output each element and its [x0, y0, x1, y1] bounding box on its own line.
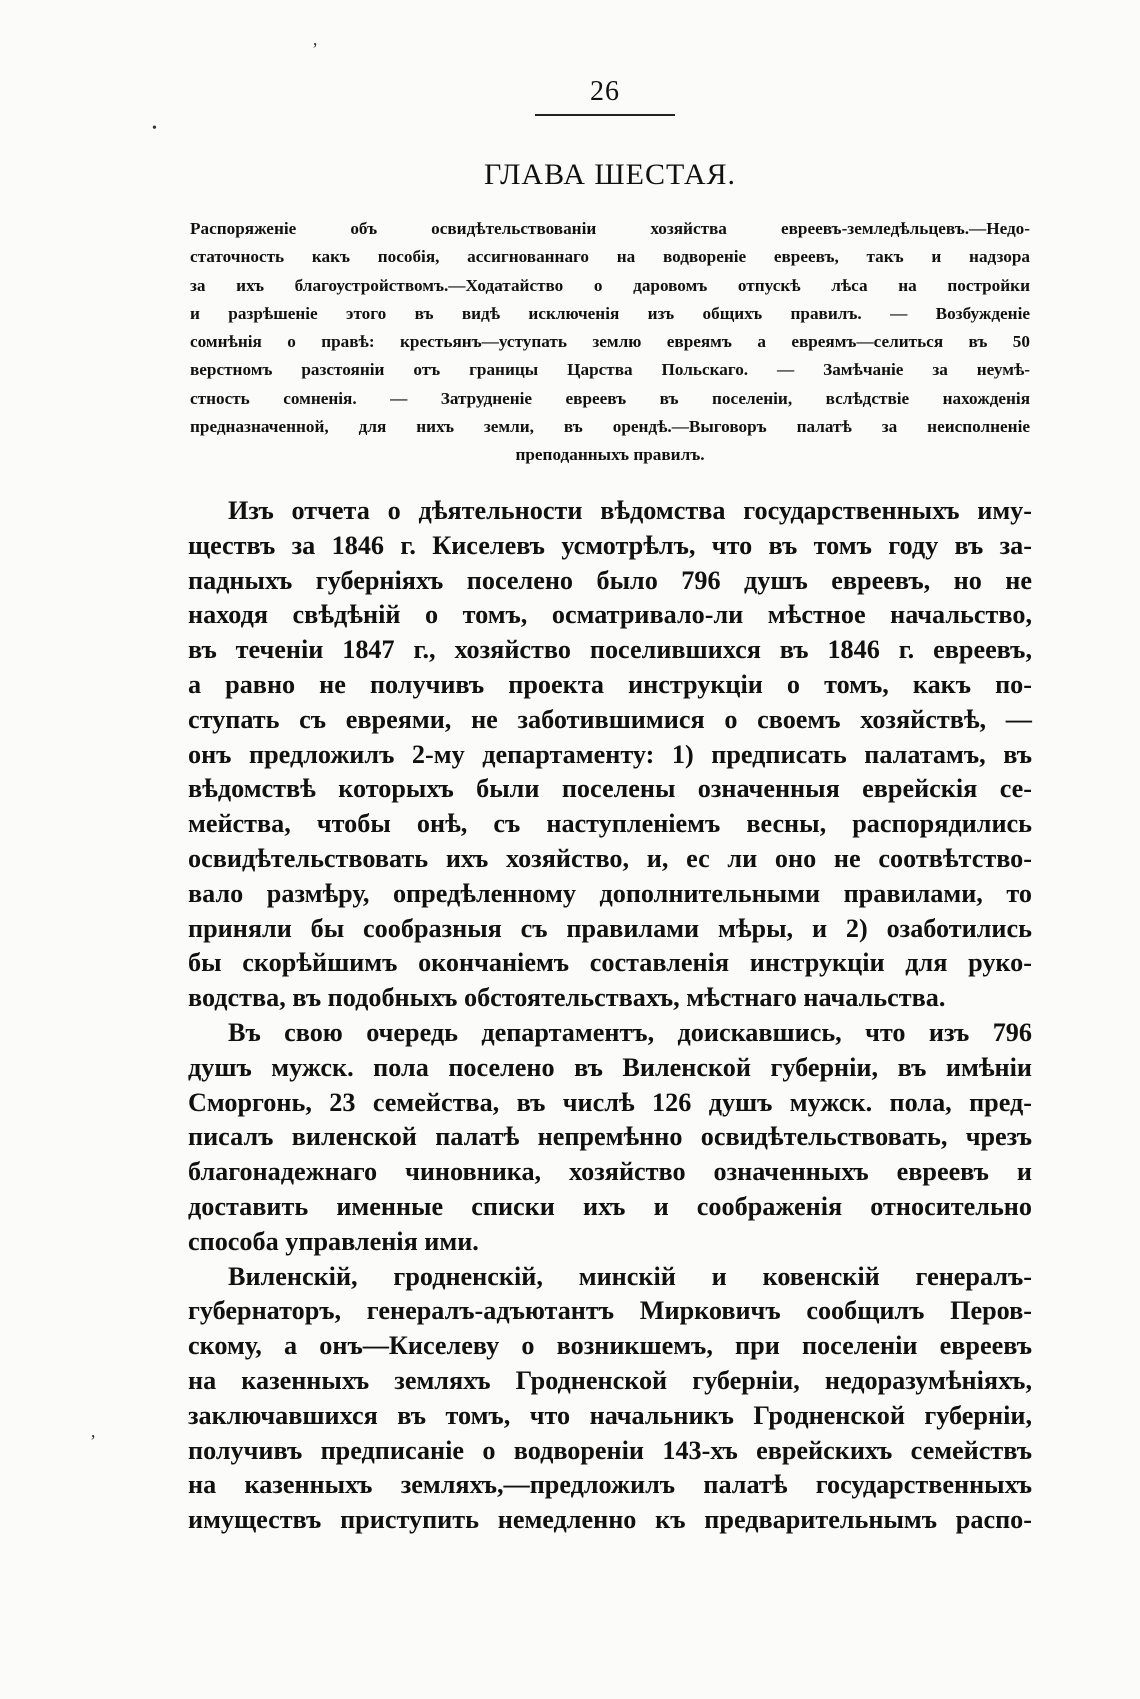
paragraph-line: скому, а онъ—Киселеву о возникшемъ, при поселеніи евреевъ — [188, 1331, 1032, 1361]
paragraph-line: въ теченіи 1847 г., хозяйство поселившихся въ 1846 г. евреевъ, — [188, 635, 1032, 665]
paragraph-line: душъ мужск. пола поселено въ Виленской губерніи, въ имѣніи — [188, 1052, 1032, 1082]
paragraph-line: освидѣтельствовать ихъ хозяйство, и, ес ли оно не соотвѣтство- — [188, 843, 1032, 873]
paragraph-line: ществъ за 1846 г. Киселевъ усмотрѣлъ, что въ томъ году въ за- — [188, 530, 1032, 560]
page-number: 26 — [590, 76, 620, 107]
paragraph-line: на казенныхъ земляхъ Гродненской губерніи, недоразумѣніяхъ, — [188, 1365, 1032, 1395]
body-text — [188, 494, 1032, 1538]
summary-line: предназначенной, для нихъ земли, въ орендѣ.—Выговоръ палатѣ за неисполненіе — [190, 417, 1030, 437]
summary-line: статочность какъ пособія, ассигнованнаго на водвореніе евреевъ, такъ и надзора — [190, 247, 1030, 267]
stray-mark: ʼ — [312, 39, 318, 59]
paragraph-line: способа управленія ими. — [188, 1226, 479, 1256]
summary-line: преподанныхъ правилъ. — [515, 445, 705, 465]
summary-line: и разрѣшеніе этого въ видѣ исключенія изъ общихъ правилъ. — Возбужденіе — [190, 303, 1030, 323]
summary-line: стность сомненія. — Затрудненіе евреевъ въ поселеніи, вслѣдствіе нахожденія — [190, 388, 1030, 408]
paragraph-line: а равно не получивъ проекта инструкціи о томъ, какъ по- — [188, 669, 1032, 699]
paragraph-line: вѣдомствѣ которыхъ были поселены означенныя еврейскія се- — [188, 774, 1032, 804]
paragraph-line: заключавшихся въ томъ, что начальникъ Гродненской губерніи, — [188, 1400, 1032, 1430]
paragraph-line: Изъ отчета о дѣятельности вѣдомства государственныхъ иму- — [228, 496, 1032, 525]
summary-line: за ихъ благоустройствомъ.—Ходатайство о даровомъ отпускѣ лѣса на постройки — [190, 275, 1030, 295]
page-number-rule — [535, 114, 675, 116]
paragraph-line: водства, въ подобныхъ обстоятельствахъ, мѣстнаго начальства. — [188, 983, 946, 1013]
paragraph-line: ступать съ евреями, не заботившимися о своемъ хозяйствѣ, — — [188, 704, 1032, 734]
paragraph-line: мейства, чтобы онѣ, съ наступленіемъ весны, распорядились — [188, 809, 1032, 839]
paragraph-line: Сморгонь, 23 семейства, въ числѣ 126 душъ мужск. пола, пред- — [188, 1087, 1032, 1117]
stray-mark: ʼ — [90, 1431, 96, 1451]
paragraph-line: благонадежнаго чиновника, хозяйство означенныхъ евреевъ и — [188, 1157, 1032, 1187]
paragraph-line: вало размѣру, опредѣленному дополнительными правилами, то — [188, 878, 1032, 908]
paragraph-line: писалъ виленской палатѣ непремѣнно освидѣтельствовать, чрезъ — [188, 1122, 1032, 1152]
paragraph-line: бы скорѣйшимъ окончаніемъ составленія инструкціи для руко- — [188, 948, 1032, 978]
summary-line: сомнѣнія о правѣ: крестьянъ—уступать землю евреямъ а евреямъ—селиться въ 50 — [190, 332, 1030, 352]
paragraph-line: приняли бы сообразныя съ правилами мѣры, и 2) озаботились — [188, 913, 1032, 943]
paragraph-line: получивъ предписаніе о водвореніи 143-хъ еврейскихъ семействъ — [188, 1435, 1032, 1465]
summary-line: Распоряженіе объ освидѣтельствованіи хозяйства евреевъ-земледѣльцевъ.—Недо- — [190, 219, 1030, 238]
paragraph-line: падныхъ губерніяхъ поселено было 796 душъ евреевъ, но не — [188, 565, 1032, 595]
paragraph-line: губернаторъ, генералъ-адъютантъ Мирковичъ сообщилъ Перов- — [188, 1296, 1032, 1326]
paragraph-line: находя свѣдѣній о томъ, осматривало-ли мѣстное начальство, — [188, 600, 1032, 630]
paragraph-line: Въ свою очередь департаментъ, доискавшись, что изъ 796 — [228, 1017, 1032, 1047]
paragraph-line: на казенныхъ земляхъ,—предложилъ палатѣ государственныхъ — [188, 1470, 1032, 1500]
chapter-title: ГЛАВА ШЕСТАЯ. — [484, 158, 736, 191]
paragraph-line: доставить именные списки ихъ и соображенія относительно — [188, 1191, 1032, 1221]
chapter-summary — [190, 215, 1030, 470]
stray-dot: • — [152, 121, 157, 136]
paragraph-line: Виленскій, гродненскій, минскій и ковенскій генералъ- — [228, 1261, 1032, 1291]
summary-line: верстномъ разстояніи отъ границы Царства Польскаго. — Замѣчаніе за неумѣ- — [190, 360, 1030, 380]
paragraph-line: имуществъ приступить немедленно къ предварительнымъ распо- — [188, 1505, 1032, 1535]
paragraph-line: онъ предложилъ 2-му департаменту: 1) предписать палатамъ, въ — [188, 739, 1032, 769]
